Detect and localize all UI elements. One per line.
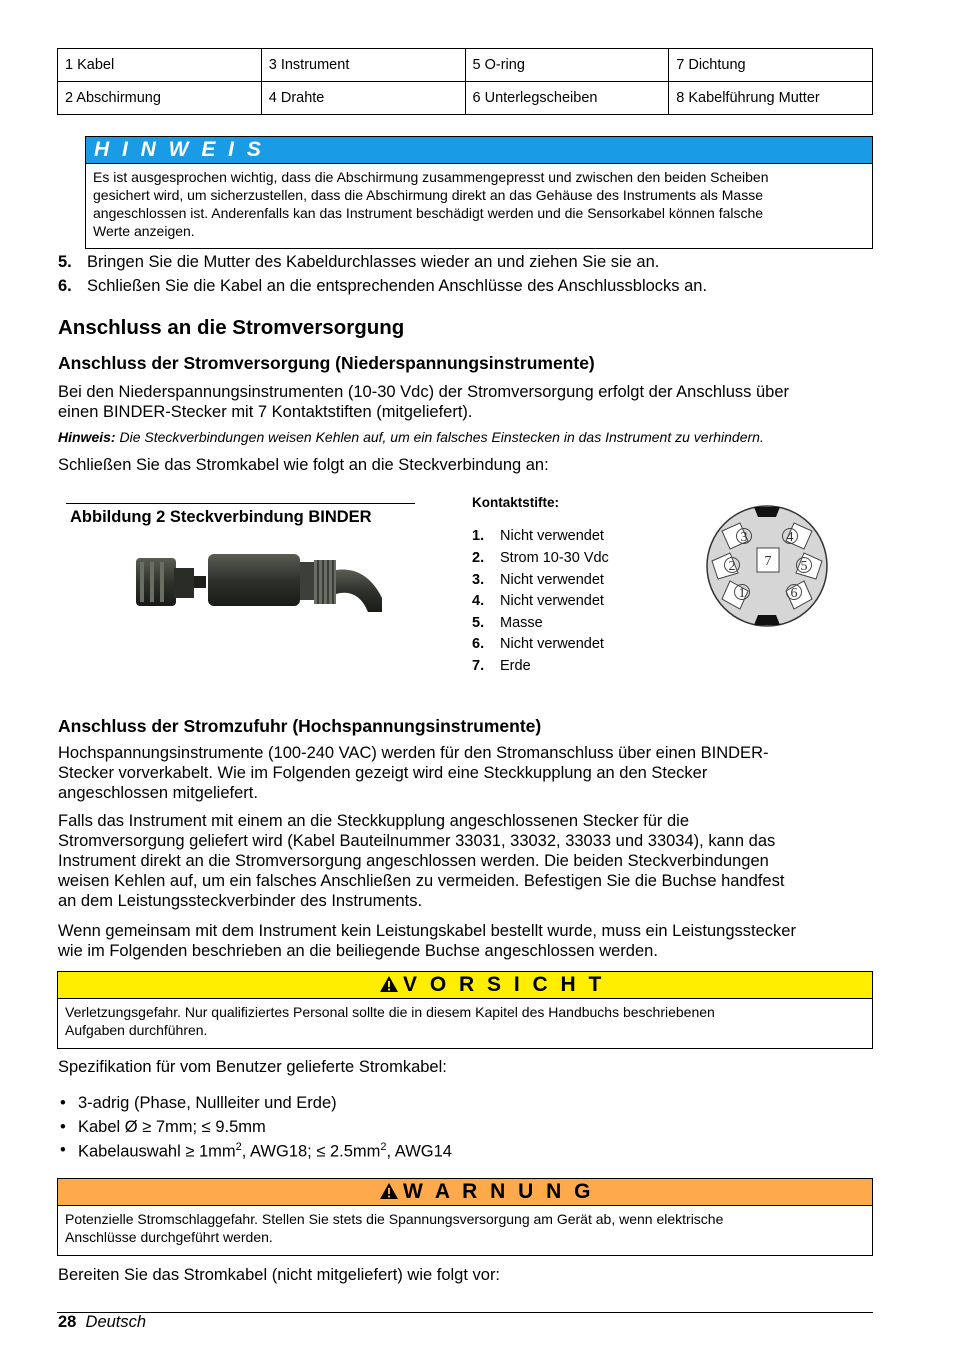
diagram-pin-label: 6 bbox=[790, 586, 798, 601]
final-paragraph: Bereiten Sie das Stromkabel (nicht mitgeliefert) wie folgt vor: bbox=[58, 1266, 501, 1284]
pin-label: Erde bbox=[500, 658, 531, 674]
pin-number: 1. bbox=[472, 528, 485, 544]
pin-number: 2. bbox=[472, 550, 485, 566]
table-cell: 8 Kabelführung Mutter bbox=[669, 82, 873, 115]
figure-caption-rule bbox=[66, 503, 415, 504]
table-row bbox=[58, 49, 873, 82]
list-item-text bbox=[78, 1141, 452, 1162]
pin-label: Nicht verwendet bbox=[500, 636, 604, 652]
legend-table bbox=[57, 48, 873, 115]
pin-layout-diagram bbox=[704, 503, 830, 629]
list-item-text: Kabel Ø ≥ 7mm; ≤ 9.5mm bbox=[78, 1118, 266, 1136]
pin-number: 4. bbox=[472, 593, 485, 609]
notice-line: Es ist ausgesprochen wichtig, dass die Abschirmung zusammengepresst und zwischen den beiden Scheiben bbox=[93, 169, 769, 185]
paragraph-line: Stromversorgung geliefert wird (Kabel Bauteilnummer 33031, 33032, 33033 und 33034), kann das bbox=[58, 832, 776, 850]
superscript: 2 bbox=[235, 1141, 242, 1153]
notice-body bbox=[86, 164, 872, 240]
diagram-pin-label: 4 bbox=[786, 530, 794, 545]
binder-connector-image bbox=[130, 548, 390, 618]
pin-number: 6. bbox=[472, 636, 485, 652]
caution-line: Aufgaben durchführen. bbox=[65, 1022, 208, 1038]
notice-box bbox=[85, 136, 873, 249]
diagram-pin-label: 1 bbox=[738, 586, 746, 601]
warning-box bbox=[57, 1178, 873, 1256]
diagram-pin-label: 7 bbox=[764, 554, 772, 569]
paragraph-line: Wenn gemeinsam mit dem Instrument kein Leistungskabel bestellt wurde, muss ein Leistungsstecker bbox=[58, 922, 796, 940]
text-fragment: Kabelauswahl ≥ 1mm bbox=[78, 1142, 236, 1161]
warning-body bbox=[58, 1206, 872, 1246]
subsection-title-high-voltage: Anschluss der Stromzufuhr (Hochspannungsinstrumente) bbox=[58, 716, 542, 736]
table-cell: 1 Kabel bbox=[58, 49, 262, 82]
warning-triangle-icon bbox=[379, 1182, 399, 1200]
superscript: 2 bbox=[380, 1141, 387, 1153]
caution-title: V O R S I C H T bbox=[403, 973, 605, 996]
step-number: 6. bbox=[58, 277, 72, 295]
low-voltage-paragraph bbox=[58, 382, 789, 422]
pins-title: Kontaktstifte: bbox=[472, 495, 559, 510]
step-text: Schließen Sie die Kabel an die entsprechenden Anschlüsse des Anschlussblocks an. bbox=[87, 277, 708, 295]
paragraph-line: angeschlossen mitgeliefert. bbox=[58, 784, 258, 802]
table-cell: 5 O-ring bbox=[465, 49, 669, 82]
pin-label: Nicht verwendet bbox=[500, 572, 604, 588]
pin-label: Nicht verwendet bbox=[500, 593, 604, 609]
footer bbox=[58, 1313, 146, 1332]
table-cell: 7 Dichtung bbox=[669, 49, 873, 82]
paragraph-line: an dem Leistungssteckverbinder des Instruments. bbox=[58, 892, 423, 910]
caution-header bbox=[58, 972, 872, 999]
paragraph-line: Falls das Instrument mit einem an die Steckkupplung angeschlossenen Stecker für die bbox=[58, 812, 690, 830]
warning-header bbox=[58, 1179, 872, 1206]
table-cell: 3 Instrument bbox=[261, 49, 465, 82]
spec-intro: Spezifikation für vom Benutzer gelieferte Stromkabel: bbox=[58, 1058, 447, 1076]
notice-line: gesichert wird, um sicherzustellen, dass die Abschirmung direkt an das Gehäuse des Instruments als Masse bbox=[93, 187, 763, 203]
paragraph-line: Instrument direkt an die Stromversorgung angeschlossen werden. Die beiden Steckverbindungen bbox=[58, 852, 769, 870]
caution-line: Verletzungsgefahr. Nur qualifiziertes Personal sollte die in diesem Kapitel des Handbuchs beschriebenen bbox=[65, 1004, 715, 1020]
diagram-pin-label: 5 bbox=[800, 559, 808, 574]
pin-number: 5. bbox=[472, 615, 485, 631]
paragraph-line: einen BINDER-Stecker mit 7 Kontaktstiften (mitgeliefert). bbox=[58, 403, 473, 421]
high-voltage-paragraph-1 bbox=[58, 743, 768, 803]
notice-line: angeschlossen ist. Anderenfalls kan das Instrument beschädigt werden und die Sensorkabel können falsche bbox=[93, 205, 764, 221]
paragraph-line: weisen Kehlen auf, um ein falsches Anschließen zu vermeiden. Befestigen Sie die Buchse handfest bbox=[58, 872, 785, 890]
table-cell: 6 Unterlegscheiben bbox=[465, 82, 669, 115]
warning-triangle-icon bbox=[379, 975, 399, 993]
paragraph-line: Hochspannungsinstrumente (100-240 VAC) werden für den Stromanschluss über einen BINDER- bbox=[58, 744, 769, 762]
caution-box bbox=[57, 971, 873, 1049]
warning-line: Anschlüsse durchgeführt werden. bbox=[65, 1229, 273, 1245]
warning-title: W A R N U N G bbox=[403, 1180, 594, 1203]
notice-title: H I N W E I S bbox=[86, 137, 872, 164]
diagram-pin-label: 2 bbox=[728, 559, 736, 574]
connect-instruction: Schließen Sie das Stromkabel wie folgt an die Steckverbindung an: bbox=[58, 456, 549, 474]
text-fragment: , AWG18; ≤ 2.5mm bbox=[241, 1142, 381, 1161]
high-voltage-paragraph-3 bbox=[58, 921, 796, 961]
footer-rule bbox=[57, 1312, 873, 1313]
footer-language: Deutsch bbox=[85, 1313, 147, 1331]
table-cell: 2 Abschirmung bbox=[58, 82, 262, 115]
subsection-title-low-voltage: Anschluss der Stromversorgung (Niederspannungsinstrumente) bbox=[58, 353, 595, 373]
pin-label: Strom 10-30 Vdc bbox=[500, 550, 609, 566]
warning-line: Potenzielle Stromschlaggefahr. Stellen Sie stets die Spannungsversorgung am Gerät ab, wenn elektrische bbox=[65, 1211, 724, 1227]
page-number: 28 bbox=[58, 1313, 77, 1331]
pin-number: 3. bbox=[472, 572, 485, 588]
notice-line: Werte anzeigen. bbox=[93, 223, 195, 239]
step-text: Bringen Sie die Mutter des Kabeldurchlasses wieder an und ziehen Sie sie an. bbox=[87, 253, 660, 271]
note-text: Die Steckverbindungen weisen Kehlen auf, um ein falsches Einstecken in das Instrument zu verhindern. bbox=[115, 429, 764, 445]
pin-label: Nicht verwendet bbox=[500, 528, 604, 544]
paragraph-line: Stecker vorverkabelt. Wie im Folgenden gezeigt wird eine Steckkupplung an den Stecker bbox=[58, 764, 708, 782]
table-cell: 4 Drahte bbox=[261, 82, 465, 115]
table-row bbox=[58, 82, 873, 115]
note-line bbox=[58, 429, 764, 445]
text-fragment: , AWG14 bbox=[386, 1142, 452, 1161]
paragraph-line: wie im Folgenden beschrieben an die beiliegende Buchse angeschlossen werden. bbox=[58, 942, 658, 960]
paragraph-line: Bei den Niederspannungsinstrumenten (10-30 Vdc) der Stromversorgung erfolgt der Anschluss über bbox=[58, 383, 789, 401]
pin-label: Masse bbox=[500, 615, 543, 631]
step-number: 5. bbox=[58, 253, 72, 271]
pin-number: 7. bbox=[472, 658, 485, 674]
diagram-pin-label: 3 bbox=[740, 530, 748, 545]
note-label: Hinweis: bbox=[58, 429, 116, 445]
figure-caption: Abbildung 2 Steckverbindung BINDER bbox=[70, 508, 372, 526]
high-voltage-paragraph-2 bbox=[58, 811, 784, 911]
section-title: Anschluss an die Stromversorgung bbox=[58, 316, 405, 339]
caution-body bbox=[58, 999, 872, 1039]
list-item-text: 3-adrig (Phase, Nullleiter und Erde) bbox=[78, 1094, 337, 1112]
